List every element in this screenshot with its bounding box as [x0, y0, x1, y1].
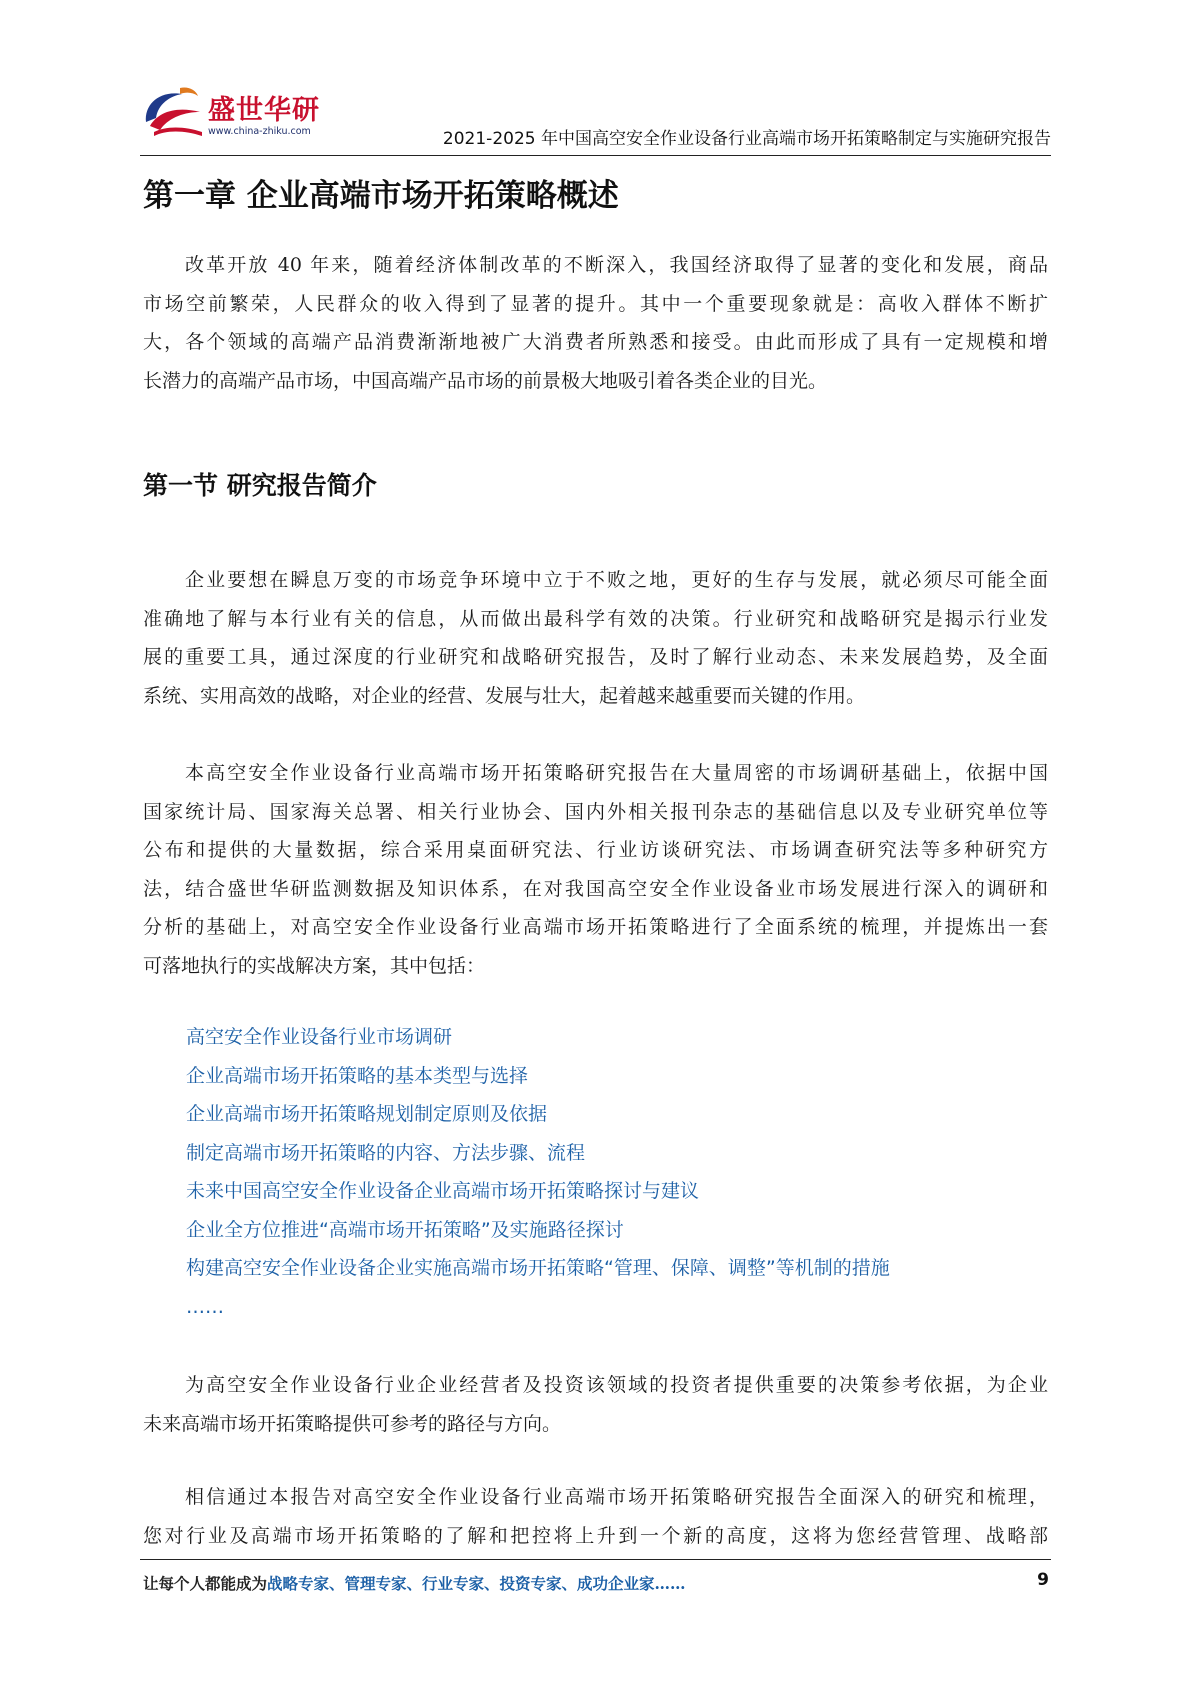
paragraph-2 — [143, 754, 1048, 985]
text-line: 准确地了解与本行业有关的信息，从而做出最科学有效的决策。行业研究和战略研究是揭示行业发 — [143, 607, 1048, 630]
page-number: 9 — [1037, 1570, 1049, 1590]
text-line: 大，各个领域的高端产品消费渐渐地被广大消费者所熟悉和接受。由此而形成了具有一定规模和增 — [143, 331, 1048, 353]
chapter-title: 第一章 企业高端市场开拓策略概述 — [143, 178, 619, 214]
logo-name: 盛世华研 — [208, 95, 320, 126]
text-line: 未来高端市场开拓策略提供可参考的路径与方向。 — [143, 1412, 562, 1435]
list-item[interactable]: 高空安全作业设备行业市场调研 — [186, 1026, 453, 1048]
text-line: 改革开放 40 年来，随着经济体制改革的不断深入，我国经济取得了显著的变化和发展，商品 — [185, 254, 1048, 276]
text-line: 展的重要工具，通过深度的行业研究和战略研究报告，及时了解行业动态、未来发展趋势，及全面 — [143, 646, 1048, 668]
text-line: 相信通过本报告对高空安全作业设备行业高端市场开拓策略研究报告全面深入的研究和梳理， — [185, 1486, 1048, 1508]
slogan-highlight: 战略专家、管理专家、行业专家、投资专家、成功企业家…… — [267, 1574, 686, 1593]
logo-emblem-icon — [140, 82, 206, 144]
text-line: 法，结合盛世华研监测数据及知识体系，在对我国高空安全作业设备业市场发展进行深入的调研和 — [143, 877, 1048, 900]
text-line: 为高空安全作业设备行业企业经营者及投资该领域的投资者提供重要的决策参考依据，为企业 — [185, 1374, 1048, 1396]
paragraph-1 — [143, 561, 1048, 715]
text-line: 企业要想在瞬息万变的市场竞争环境中立于不败之地，更好的生存与发展，就必须尽可能全面 — [185, 569, 1048, 591]
list-item[interactable]: 构建高空安全作业设备企业实施高端市场开拓策略“管理、保障、调整”等机制的措施 — [186, 1257, 890, 1279]
slogan-prefix: 让每个人都能成为 — [143, 1574, 268, 1593]
list-item[interactable]: 未来中国高空安全作业设备企业高端市场开拓策略探讨与建议 — [186, 1180, 700, 1202]
contents-list — [186, 1018, 890, 1326]
list-item[interactable]: 企业高端市场开拓策略的基本类型与选择 — [186, 1064, 529, 1087]
text-line: 您对行业及高端市场开拓策略的了解和把控将上升到一个新的高度，这将为您经营管理、战略部 — [143, 1524, 1048, 1547]
text-line: 公布和提供的大量数据，综合采用桌面研究法、行业访谈研究法、市场调查研究法等多种研究方 — [143, 839, 1048, 861]
list-item[interactable]: 企业全方位推进“高端市场开拓策略”及实施路径探讨 — [186, 1218, 624, 1241]
text-line: 市场空前繁荣，人民群众的收入得到了显著的提升。其中一个重要现象就是：高收入群体不断扩 — [143, 292, 1048, 315]
paragraph-4 — [143, 1478, 1048, 1555]
text-line: 本高空安全作业设备行业高端市场开拓策略研究报告在大量周密的市场调研基础上，依据中国 — [185, 762, 1048, 784]
report-title: 2021-2025 年中国高空安全作业设备行业高端市场开拓策略制定与实施研究报告 — [442, 129, 1051, 149]
text-line: 长潜力的高端产品市场，中国高端产品市场的前景极大地吸引着各类企业的目光。 — [143, 369, 828, 392]
company-logo — [140, 82, 320, 144]
list-item[interactable]: 制定高端市场开拓策略的内容、方法步骤、流程 — [186, 1141, 586, 1164]
text-line: 系统、实用高效的战略，对企业的经营、发展与壮大，起着越来越重要而关键的作用。 — [143, 684, 866, 707]
header-divider — [140, 155, 1051, 156]
list-item[interactable]: 企业高端市场开拓策略规划制定原则及依据 — [186, 1103, 548, 1125]
paragraph-3 — [143, 1366, 1048, 1443]
text-line: 可落地执行的实战解决方案，其中包括： — [143, 954, 486, 977]
section-title: 第一节 研究报告简介 — [143, 471, 377, 500]
list-item-ellipsis: …… — [186, 1295, 224, 1318]
intro-paragraph — [143, 246, 1048, 400]
footer-divider — [140, 1559, 1051, 1560]
logo-url: www.china-zhiku.com — [208, 126, 311, 137]
text-line: 国家统计局、国家海关总署、相关行业协会、国内外相关报刊杂志的基础信息以及专业研究单位等 — [143, 800, 1048, 823]
footer-slogan — [143, 1572, 686, 1594]
text-line: 分析的基础上，对高空安全作业设备行业高端市场开拓策略进行了全面系统的梳理，并提炼出一套 — [143, 916, 1048, 938]
